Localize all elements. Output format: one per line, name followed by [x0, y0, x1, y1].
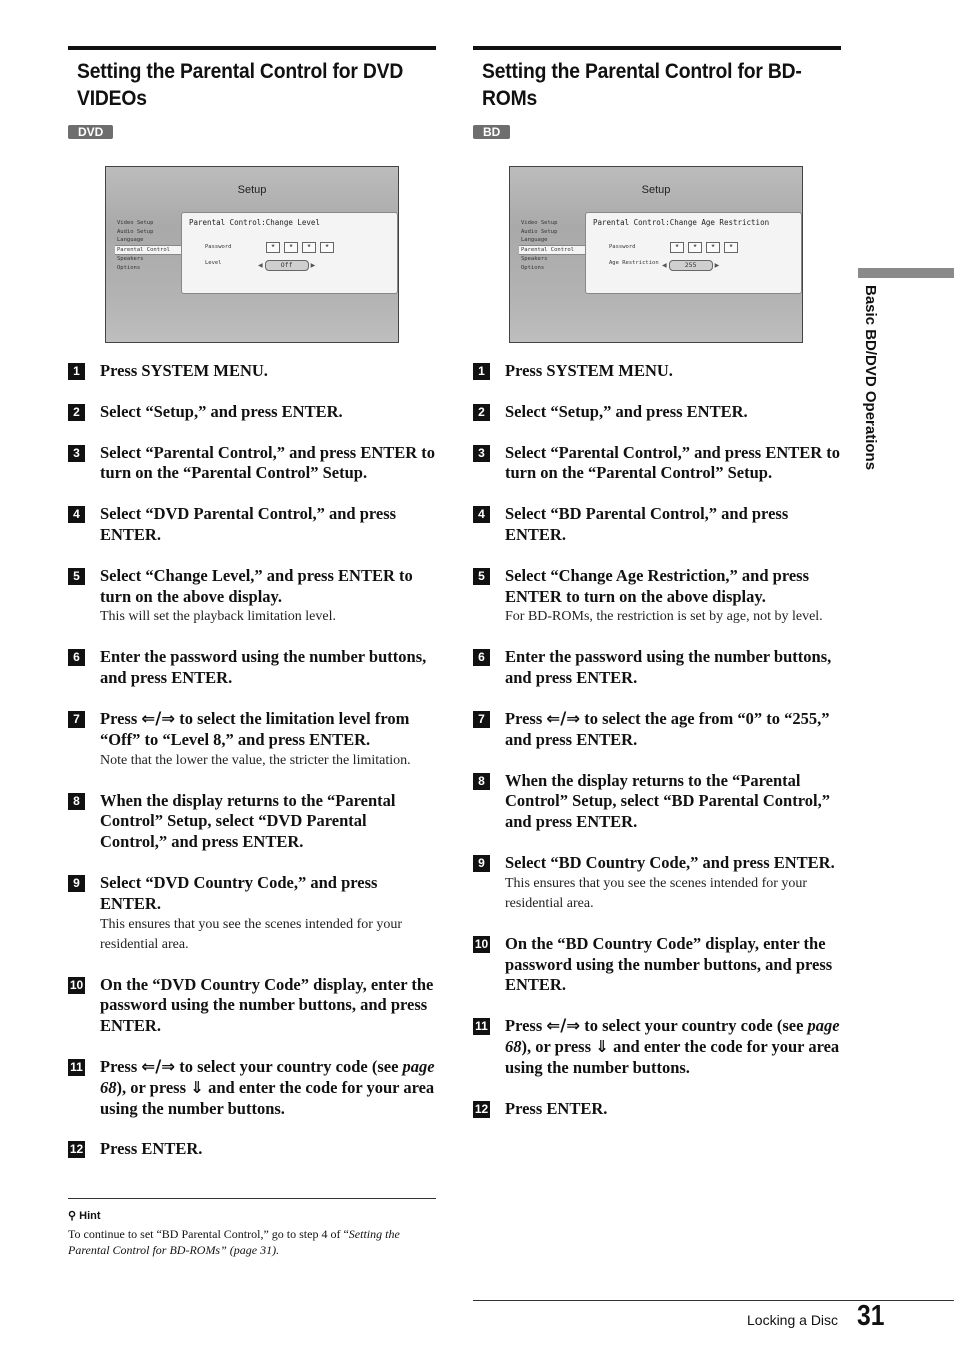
step-text: Select “BD Parental Control,” and press ENTER.: [505, 504, 789, 544]
setup-menu-item: Language: [521, 237, 548, 244]
screen-illustration: [105, 166, 399, 343]
step-text: When the display returns to the “Parental Control” Setup, select “BD Parental Control,” and press ENTER.: [505, 770, 830, 832]
step-item: [68, 975, 436, 1037]
step-number: 8: [68, 793, 85, 810]
setup-menu-item: Parental Control: [115, 245, 187, 256]
step-item: [473, 647, 841, 689]
step-item: [473, 443, 841, 485]
value-box: Off: [265, 260, 309, 271]
setup-menu: [117, 219, 187, 273]
step-number: 4: [473, 506, 490, 523]
step-text: Press ENTER.: [505, 1098, 608, 1118]
setup-menu-item: Options: [521, 264, 545, 271]
steps-list: [473, 361, 841, 1139]
step-text: Select “Parental Control,” and press ENTER to turn on the “Parental Control” Setup.: [505, 442, 841, 483]
step-item: [473, 1016, 841, 1078]
setup-menu: [521, 219, 591, 273]
setup-menu-item: Audio Setup: [521, 228, 558, 235]
footer-section: Locking a Disc: [747, 1312, 839, 1328]
step-item: [68, 647, 436, 689]
screen-title: Setup: [237, 184, 267, 196]
bd-badge: BD: [473, 125, 510, 139]
section-rule: [473, 46, 841, 50]
step-text: When the display returns to the “Parental Control” Setup, select “DVD Parental Control,” and press ENTER.: [100, 790, 396, 852]
step-item: [68, 873, 436, 955]
step-text: Press ⇐/⇒ to select the limitation level from “Off” to “Level 8,” and press ENTER.: [100, 708, 410, 749]
step-number: 7: [68, 711, 85, 728]
step-item: [68, 443, 436, 485]
left-right-arrow-icon: ⇐/⇒: [141, 708, 176, 728]
value-selector: [662, 260, 719, 271]
step-number: 9: [473, 855, 490, 872]
down-arrow-icon: ⇓: [595, 1036, 609, 1056]
step-note: This will set the playback limitation level.: [100, 609, 337, 625]
hint-rule: [68, 1198, 436, 1199]
step-number: 6: [473, 649, 490, 666]
dvd-badge: DVD: [68, 125, 113, 139]
step-item: [68, 402, 436, 423]
step-item: [473, 361, 841, 382]
down-arrow-icon: ⇓: [190, 1077, 204, 1097]
step-number: 4: [68, 506, 85, 523]
value-selector: [258, 260, 315, 271]
step-number: 5: [473, 568, 490, 585]
password-box: *: [320, 242, 334, 253]
step-item: [473, 1099, 841, 1120]
password-box: *: [706, 242, 720, 253]
step-text: Select “DVD Country Code,” and press ENTER.: [100, 872, 378, 913]
step-item: [68, 504, 436, 546]
step-text: Select “Setup,” and press ENTER.: [100, 401, 343, 421]
panel-title: Parental Control:Change Level: [189, 218, 320, 227]
step-number: 11: [473, 1018, 490, 1035]
step-number: 2: [68, 404, 85, 421]
section-rule: [68, 46, 436, 50]
step-note: Note that the lower the value, the stricter the limitation.: [100, 752, 411, 768]
password-boxes: [266, 242, 334, 253]
dvd-section: [68, 46, 436, 1159]
step-number: 12: [474, 1101, 489, 1116]
steps-list: [68, 361, 436, 1180]
step-note: This ensures that you see the scenes intended for your residential area.: [100, 916, 403, 952]
left-right-arrow-icon: ⇐/⇒: [546, 1016, 581, 1036]
step-number: 1: [473, 363, 490, 380]
step-number: 10: [69, 977, 84, 992]
setup-menu-item: Speakers: [521, 256, 548, 263]
step-number: 11: [68, 1059, 85, 1076]
step-item: [68, 361, 436, 382]
step-text: Select “BD Country Code,” and press ENTER.: [505, 852, 835, 872]
password-label: Password: [205, 244, 232, 250]
step-text: Enter the password using the number buttons, and press ENTER.: [100, 647, 427, 688]
password-boxes: [670, 242, 738, 253]
step-text: Press ⇐/⇒ to select your country code (see page 68), or press ⇓ and enter the code for your area using the number buttons.: [100, 1056, 435, 1118]
setup-menu-item: Language: [117, 237, 144, 244]
side-tab: [859, 285, 881, 495]
step-item: [473, 709, 841, 751]
setup-menu-item: Audio Setup: [117, 228, 154, 235]
step-text: Press ⇐/⇒ to select the age from “0” to “255,” and press ENTER.: [505, 708, 830, 749]
step-item: [473, 853, 841, 914]
step-number: 6: [68, 649, 85, 666]
step-item: [473, 504, 841, 546]
left-arrow-icon: ◀: [662, 263, 667, 269]
step-number: 2: [473, 404, 490, 421]
right-arrow-icon: ▶: [714, 263, 720, 269]
step-number: 12: [69, 1142, 84, 1157]
lightbulb-icon: ⚲: [68, 1210, 77, 1222]
step-item: [473, 934, 841, 996]
password-box: *: [266, 242, 280, 253]
password-box: *: [302, 242, 316, 253]
step-note: This ensures that you see the scenes intended for your residential area.: [505, 875, 808, 911]
screen-illustration: [509, 166, 803, 343]
step-number: 3: [68, 445, 85, 462]
value-label: Age Restriction: [609, 260, 659, 266]
password-box: *: [688, 242, 702, 253]
step-text: Press SYSTEM MENU.: [100, 361, 268, 380]
step-item: [68, 1139, 436, 1160]
hint-text: To continue to set “BD Parental Control,” go to step 4 of “Setting the Parental Control for BD-ROMs” (page 31).: [68, 1227, 400, 1257]
setup-menu-item: Parental Control: [519, 245, 591, 256]
value-box: 255: [669, 260, 713, 271]
step-text: Press ⇐/⇒ to select your country code (see page 68), or press ⇓ and enter the code for your area using the number buttons.: [505, 1016, 840, 1077]
step-number: 5: [68, 568, 85, 585]
left-right-arrow-icon: ⇐/⇒: [546, 708, 581, 728]
setup-menu-item: Speakers: [117, 256, 144, 263]
side-tab-label: Basic BD/DVD Operations: [862, 285, 879, 471]
step-text: On the “BD Country Code” display, enter the password using the number buttons, and press ENTER.: [505, 933, 833, 995]
hint-heading: [68, 1209, 436, 1222]
step-item: [68, 709, 436, 771]
left-arrow-icon: ◀: [258, 263, 263, 269]
hint-label: Hint: [79, 1210, 101, 1222]
step-number: 10: [474, 936, 489, 951]
step-item: [473, 402, 841, 423]
panel-title: Parental Control:Change Age Restriction: [593, 218, 770, 227]
step-text: Select “Change Level,” and press ENTER to turn on the above display.: [100, 565, 413, 606]
step-item: [68, 1057, 436, 1119]
step-text: Press ENTER.: [100, 1139, 203, 1159]
side-tab-bar: [858, 268, 954, 278]
step-number: 9: [68, 875, 85, 892]
step-note: For BD-ROMs, the restriction is set by age, not by level.: [505, 609, 823, 625]
section-title: Setting the Parental Control for DVD VIDEOs: [77, 60, 404, 110]
password-box: *: [724, 242, 738, 253]
setup-menu-item: Video Setup: [521, 220, 558, 226]
step-item: [68, 791, 436, 853]
step-text: Select “DVD Parental Control,” and press ENTER.: [100, 504, 397, 544]
step-number: 1: [68, 363, 85, 380]
page-number: 31: [857, 1300, 885, 1332]
bd-section: [473, 46, 841, 1118]
step-text: Press SYSTEM MENU.: [505, 361, 673, 380]
password-box: *: [284, 242, 298, 253]
step-item: [68, 566, 436, 628]
step-text: Select “Change Age Restriction,” and press ENTER to turn on the above display.: [505, 565, 810, 606]
step-text: On the “DVD Country Code” display, enter the password using the number buttons, and press ENTER.: [100, 974, 434, 1036]
setting-panel: [585, 212, 802, 294]
section-title: Setting the Parental Control for BD-ROMs: [482, 60, 802, 110]
step-text: Enter the password using the number buttons, and press ENTER.: [505, 647, 832, 688]
password-label: Password: [609, 244, 636, 250]
value-label: Level: [205, 260, 222, 266]
left-right-arrow-icon: ⇐/⇒: [141, 1056, 176, 1076]
step-text: Select “Parental Control,” and press ENTER to turn on the “Parental Control” Setup.: [100, 442, 436, 483]
page-ref: page 68: [100, 1056, 435, 1097]
password-box: *: [670, 242, 684, 253]
setup-menu-item: Video Setup: [117, 220, 154, 226]
step-item: [473, 566, 841, 628]
right-arrow-icon: ▶: [310, 263, 316, 269]
setup-menu-item: Options: [117, 264, 141, 271]
setting-panel: [181, 212, 398, 294]
screen-title: Setup: [641, 184, 671, 196]
hint-box: [68, 1209, 436, 1258]
page-ref: page 68: [505, 1016, 840, 1056]
step-item: [473, 771, 841, 833]
step-number: 7: [473, 711, 490, 728]
step-number: 8: [473, 773, 490, 790]
step-number: 3: [473, 445, 490, 462]
step-text: Select “Setup,” and press ENTER.: [505, 401, 748, 421]
